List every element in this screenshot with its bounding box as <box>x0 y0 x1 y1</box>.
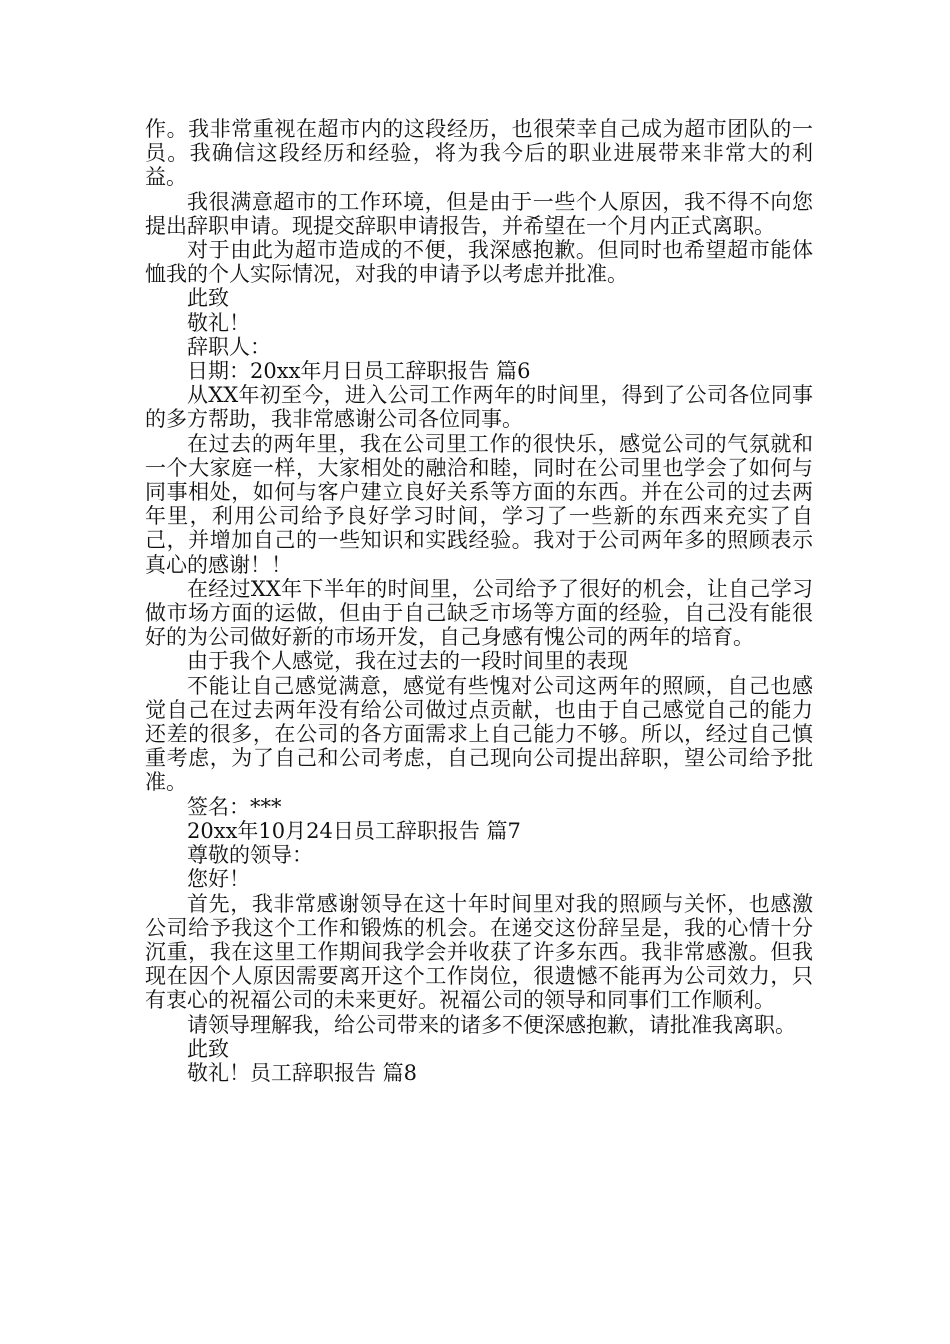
closing-line: 此致 <box>187 286 229 311</box>
signature-line: 签名：*** <box>187 794 282 819</box>
document-body <box>145 117 813 1085</box>
paragraph: 在经过XX年下半年的时间里，公司给予了很好的机会，让自己学习做市场方面的运做，但由于自己缺乏市场等方面的经验，自己没有能很好的为公司做好新的市场开发，自己身感有愧公司的两年的培育。 <box>145 576 813 650</box>
paragraph: 在过去的两年里，我在公司里工作的很快乐，感觉公司的气氛就和一个大家庭一样，大家相处的融洽和睦，同时在公司里也学会了如何与同事相处，如何与客户建立良好关系等方面的东西。并在公司的过去两年里，利用公司给予良好学习时间，学习了一些新的东西来充实了自己，并增加自己的一些知识和实践经验。我对于公司两年多的照顾表示真心的感谢！！ <box>145 431 813 577</box>
closing-line: 此致 <box>187 1036 229 1061</box>
paragraph: 首先，我非常感谢领导在这十年时间里对我的照顾与关怀，也感激公司给予我这个工作和锻炼的机会。在递交这份辞呈是，我的心情十分沉重，我在这里工作期间我学会并收获了许多东西。我非常感激。但我现在因个人原因需要离开这个工作岗位，很遗憾不能再为公司效力，只有衷心的祝福公司的未来更好。祝福公司的领导和同事们工作顺利。 <box>145 891 813 1013</box>
greeting-line: 您好！ <box>187 867 250 892</box>
salutation-line: 敬礼！ <box>187 310 250 335</box>
paragraph: 不能让自己感觉满意，感觉有些愧对公司这两年的照顾，自己也感觉自己在过去两年没有给公司做过点贡献，也由于自己感觉自己的能力还差的很多，在公司的各方面需求上自己能力不够。所以，经过自己慎重考虑，为了自己和公司考虑，自己现向公司提出辞职，望公司给予批准。 <box>145 673 813 795</box>
date-heading-line: 20xx年10月24日员工辞职报告 篇7 <box>187 818 521 843</box>
signature-line: 辞职人： <box>187 334 271 359</box>
paragraph: 我很满意超市的工作环境，但是由于一些个人原因，我不得不向您提出辞职申请。现提交辞职申请报告，并希望在一个月内正式离职。 <box>145 189 813 238</box>
salutation-heading-line: 敬礼！员工辞职报告 篇8 <box>187 1060 418 1085</box>
paragraph: 从XX年初至今，进入公司工作两年的时间里，得到了公司各位同事的多方帮助，我非常感谢公司各位同事。 <box>145 383 813 432</box>
paragraph: 请领导理解我，给公司带来的诸多不便深感抱歉，请批准我离职。 <box>187 1012 796 1037</box>
paragraph: 由于我个人感觉，我在过去的一段时间里的表现 <box>187 649 628 674</box>
paragraph: 对于由此为超市造成的不便，我深感抱歉。但同时也希望超市能体恤我的个人实际情况，对我的申请予以考虑并批准。 <box>145 238 813 287</box>
date-heading-line: 日期：20xx年月日员工辞职报告 篇6 <box>187 359 531 384</box>
greeting-line: 尊敬的领导： <box>187 843 313 868</box>
paragraph: 作。我非常重视在超市内的这段经历，也很荣幸自己成为超市团队的一员。我确信这段经历和经验，将为我今后的职业进展带来非常大的利益。 <box>145 117 813 190</box>
